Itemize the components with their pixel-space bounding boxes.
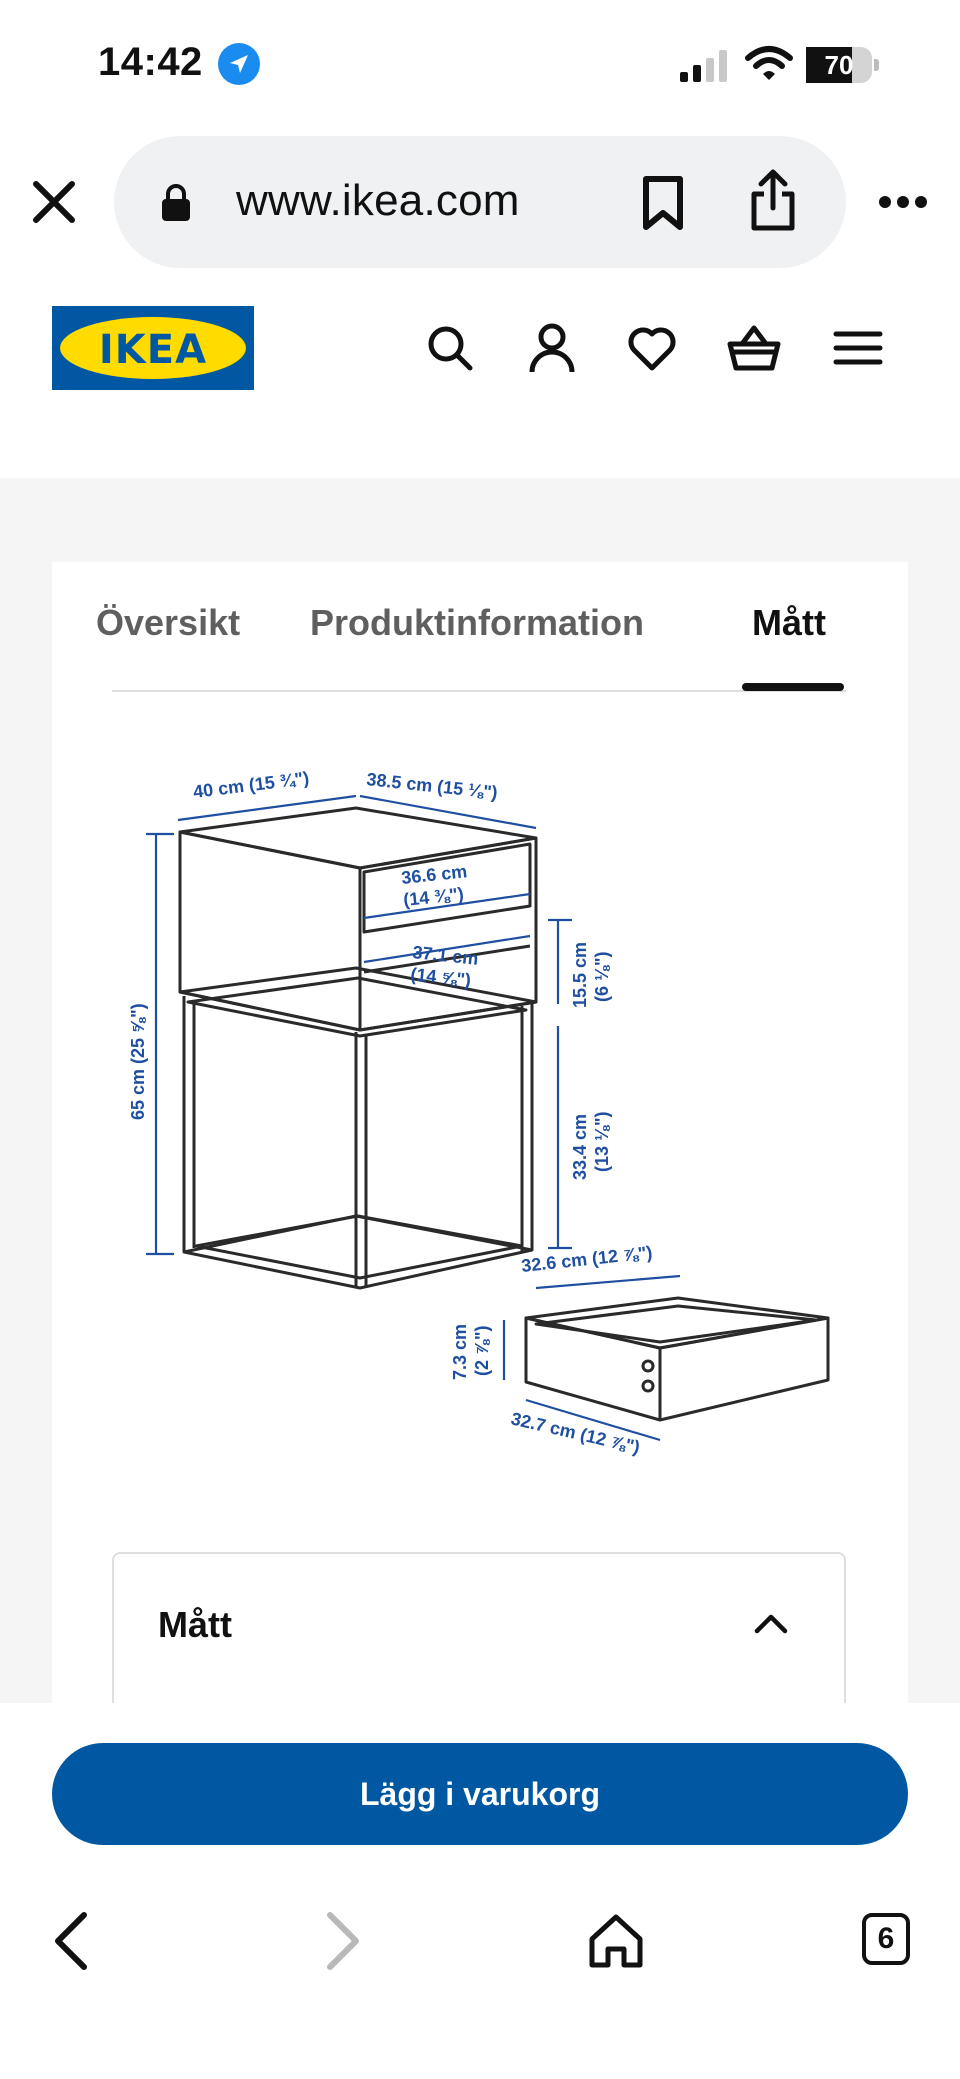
- dim-drawer-inner-label-2: (14 ⅜"): [402, 883, 465, 910]
- dim-drawer-width-line: [536, 1276, 680, 1288]
- battery-tip: [874, 59, 879, 71]
- home-icon[interactable]: [586, 1911, 646, 1971]
- tab-overview[interactable]: Översikt: [96, 602, 241, 643]
- dim-height-label: 65 cm (25 ⅝"): [128, 1003, 148, 1120]
- dim-drawer-inner-label-1: 36.6 cm: [400, 861, 469, 888]
- drawer-outline: [526, 1298, 828, 1420]
- heart-icon[interactable]: [626, 320, 678, 376]
- tab-product-information[interactable]: Produktinformation: [310, 602, 644, 643]
- dim-drawer-height-label-2: (2 ⅞"): [472, 1325, 492, 1376]
- dim-leg-label-2: (13 ⅛"): [592, 1111, 612, 1172]
- battery-level: 70: [824, 50, 854, 80]
- battery-body: [806, 47, 872, 83]
- lock-icon: [160, 182, 192, 222]
- drawer-knob-bottom: [643, 1381, 653, 1391]
- drawer-front: [660, 1318, 828, 1420]
- dim-opening-label-2: (6 ⅛"): [592, 951, 612, 1002]
- back-icon[interactable]: [52, 1911, 92, 1971]
- dim-drawer-height-label-1: 7.3 cm: [450, 1323, 470, 1380]
- dim-leg-label-1: 33.4 cm: [570, 1113, 590, 1180]
- search-icon[interactable]: [424, 320, 476, 376]
- accordion-title: Mått: [158, 1604, 232, 1645]
- ikea-logo[interactable]: [52, 306, 254, 390]
- wifi-icon: [746, 46, 792, 82]
- add-to-cart-button[interactable]: Lägg i varukorg: [52, 1743, 908, 1845]
- logo-text: IKEA: [98, 327, 208, 373]
- dim-drawer-width-label: 32.6 cm (12 ⅞"): [520, 1242, 654, 1276]
- account-icon[interactable]: [526, 320, 578, 376]
- url-text[interactable]: www.ikea.com: [236, 176, 520, 225]
- nightstand-outline: [180, 808, 536, 1288]
- forward-icon[interactable]: [322, 1911, 362, 1971]
- frame-inner-rim: [188, 978, 526, 1036]
- more-icon[interactable]: [878, 194, 928, 210]
- share-icon[interactable]: [746, 168, 800, 232]
- product-tabs: [96, 590, 846, 694]
- bookmark-icon[interactable]: [640, 175, 686, 231]
- drawer-knob-top: [643, 1361, 653, 1371]
- chevron-up-icon[interactable]: [754, 1612, 788, 1634]
- top-surface: [180, 808, 536, 868]
- cellular-signal-icon: [680, 50, 730, 82]
- tab-dimensions[interactable]: Mått: [752, 602, 826, 643]
- status-bar: [0, 0, 960, 130]
- bottom-frame-inner: [196, 1216, 522, 1278]
- dim-shelf-label-1: 37.1 cm: [411, 942, 480, 969]
- tabs-divider: [112, 690, 846, 692]
- dim-shelf-label-2: (14 ⅝"): [409, 964, 472, 991]
- tabs-icon[interactable]: 6: [862, 1913, 910, 1965]
- dim-depth-label: 38.5 cm (15 ⅛"): [365, 769, 499, 803]
- dimension-diagram: [112, 740, 846, 1500]
- close-icon[interactable]: [30, 178, 78, 226]
- dim-width-label: 40 cm (15 ¾"): [192, 767, 311, 802]
- location-arrow-icon: [218, 43, 260, 85]
- status-time: 14:42: [98, 40, 203, 84]
- basket-icon[interactable]: [728, 320, 780, 376]
- bottom-bar: [0, 1703, 960, 2079]
- dim-opening-label-1: 15.5 cm: [570, 941, 590, 1008]
- menu-icon[interactable]: [832, 320, 884, 376]
- battery-icon: [806, 47, 878, 83]
- dim-drawer-depth-label: 32.7 cm (12 ⅞"): [509, 1408, 642, 1458]
- active-tab-indicator: [742, 683, 844, 691]
